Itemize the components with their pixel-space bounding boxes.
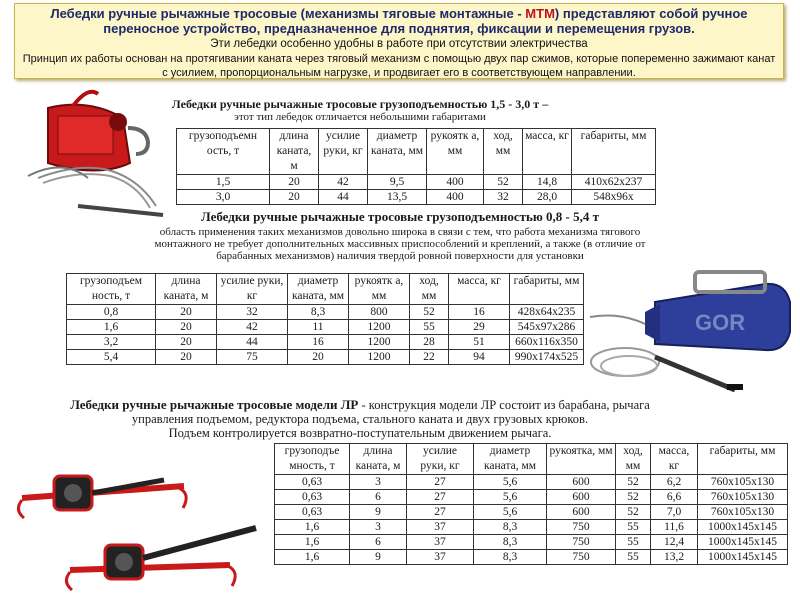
table-cell: 750 <box>547 550 616 565</box>
section2-table <box>66 273 584 365</box>
banner-title-highlight: МТМ <box>525 6 555 21</box>
table-cell: 52 <box>616 490 651 505</box>
table-header: габариты, мм <box>510 274 584 305</box>
table-cell: 5,4 <box>67 350 156 365</box>
table-cell: 410х62х237 <box>572 175 656 190</box>
table-row <box>67 320 584 335</box>
banner-title-text: Лебедки ручные рычажные тросовые (механизмы тяговые монтажные - <box>50 6 526 21</box>
table-cell: 20 <box>288 350 349 365</box>
table-cell: 5,6 <box>474 490 547 505</box>
section1-caption-line2: этот тип лебедок отличается небольшими габаритами <box>234 111 486 123</box>
table-cell: 3 <box>350 520 407 535</box>
section3-table <box>274 443 788 565</box>
table-cell: 6 <box>350 490 407 505</box>
table-cell: 0,63 <box>275 475 350 490</box>
red-lr-hoist-image-1 <box>14 458 194 528</box>
table-cell: 27 <box>407 490 474 505</box>
table-cell: 27 <box>407 505 474 520</box>
table-cell: 32 <box>217 305 288 320</box>
table-header: рукоятк а, мм <box>427 129 484 175</box>
table-header: диаметр каната, мм <box>288 274 349 305</box>
table-row <box>275 520 788 535</box>
table-cell: 55 <box>410 320 449 335</box>
table-cell: 16 <box>288 335 349 350</box>
table-header: усилие руки, кг <box>217 274 288 305</box>
banner-title-text-end: ) представляют собой ручное переносное устройство, предназначенное для поднятия, фиксации и перемещения грузов. <box>103 6 748 36</box>
table-cell: 9 <box>350 505 407 520</box>
table-cell: 7,0 <box>651 505 698 520</box>
table-cell: 6,6 <box>651 490 698 505</box>
table-cell: 11,6 <box>651 520 698 535</box>
table-cell: 0,8 <box>67 305 156 320</box>
table-cell: 42 <box>319 175 368 190</box>
table-cell: 1,6 <box>275 550 350 565</box>
table-row <box>275 535 788 550</box>
section3-caption-desc: - конструкция модели ЛР состоит из барабана, рычага управления подъемом, редуктора подъема, стального каната и двух грузовых крюков. <box>131 398 650 426</box>
table-cell: 52 <box>616 505 651 520</box>
table-cell: 8,3 <box>474 520 547 535</box>
table-cell: 1,6 <box>67 320 156 335</box>
table-row <box>275 550 788 565</box>
table-cell: 1200 <box>349 335 410 350</box>
table-cell: 5,6 <box>474 505 547 520</box>
table-cell: 1000х145х145 <box>698 535 788 550</box>
table-header: длина каната, м <box>270 129 319 175</box>
table-cell: 1000х145х145 <box>698 550 788 565</box>
table-header: диаметр каната, мм <box>474 444 547 475</box>
section3-caption-line3: Подъем контролируется возвратно-поступательным движением рычага. <box>168 426 552 440</box>
table-cell: 51 <box>449 335 510 350</box>
table-header: масса, кг <box>651 444 698 475</box>
table-header: габариты, мм <box>572 129 656 175</box>
table-cell: 75 <box>217 350 288 365</box>
table-cell: 52 <box>616 475 651 490</box>
blue-hoist-image <box>585 262 795 392</box>
table-cell: 548х96х <box>572 190 656 205</box>
table-cell: 20 <box>270 190 319 205</box>
table-cell: 20 <box>156 305 217 320</box>
table-cell: 28,0 <box>523 190 572 205</box>
table-cell: 94 <box>449 350 510 365</box>
section1-caption <box>160 97 560 123</box>
table-row <box>177 175 656 190</box>
table-cell: 600 <box>547 490 616 505</box>
table-cell: 55 <box>616 550 651 565</box>
table-cell: 750 <box>547 535 616 550</box>
table-row <box>275 505 788 520</box>
table-row <box>177 190 656 205</box>
table-cell: 32 <box>484 190 523 205</box>
table-cell: 20 <box>270 175 319 190</box>
header-banner <box>14 3 784 79</box>
table-cell: 8,3 <box>474 550 547 565</box>
red-lr-hoist-image-2 <box>60 520 260 595</box>
table-cell: 55 <box>616 520 651 535</box>
table-header: рукоятка, мм <box>547 444 616 475</box>
table-header: масса, кг <box>523 129 572 175</box>
table-cell: 37 <box>407 520 474 535</box>
table-cell: 5,6 <box>474 475 547 490</box>
table-cell: 1,6 <box>275 520 350 535</box>
table-cell: 0,63 <box>275 505 350 520</box>
table-row <box>67 305 584 320</box>
table-cell: 27 <box>407 475 474 490</box>
section2-caption: Лебедки ручные рычажные тросовые грузоподъемностью 0,8 - 5,4 т <box>200 209 600 224</box>
table-cell: 44 <box>217 335 288 350</box>
table-cell: 16 <box>449 305 510 320</box>
table-cell: 20 <box>156 350 217 365</box>
table-cell: 545х97х286 <box>510 320 584 335</box>
table-header: усилие руки, кг <box>407 444 474 475</box>
table-cell: 22 <box>410 350 449 365</box>
table-cell: 3 <box>350 475 407 490</box>
table-header: длина каната, м <box>156 274 217 305</box>
table-cell: 44 <box>319 190 368 205</box>
table-cell: 11 <box>288 320 349 335</box>
table-cell: 13,5 <box>368 190 427 205</box>
table-cell: 13,2 <box>651 550 698 565</box>
table-cell: 0,63 <box>275 490 350 505</box>
table-row <box>275 475 788 490</box>
table-cell: 9,5 <box>368 175 427 190</box>
table-cell: 52 <box>410 305 449 320</box>
table-header: длина каната, м <box>350 444 407 475</box>
table-header: ход, мм <box>616 444 651 475</box>
table-header: рукоятк а, мм <box>349 274 410 305</box>
table-cell: 8,3 <box>288 305 349 320</box>
table-header: масса, кг <box>449 274 510 305</box>
table-cell: 29 <box>449 320 510 335</box>
table-cell: 1,6 <box>275 535 350 550</box>
table-cell: 660х116х350 <box>510 335 584 350</box>
table-header: ход, мм <box>484 129 523 175</box>
table-cell: 14,8 <box>523 175 572 190</box>
table-cell: 20 <box>156 320 217 335</box>
watermark-text: GOR <box>695 310 746 335</box>
table-header: грузоподъе мность, т <box>275 444 350 475</box>
table-cell: 3,2 <box>67 335 156 350</box>
table-row <box>67 335 584 350</box>
table-cell: 1200 <box>349 350 410 365</box>
table-cell: 20 <box>156 335 217 350</box>
section3-caption-title: Лебедки ручные рычажные тросовые модели ЛР <box>70 397 359 412</box>
table-cell: 1,5 <box>177 175 270 190</box>
table-cell: 3,0 <box>177 190 270 205</box>
table-cell: 800 <box>349 305 410 320</box>
table-header: усилие руки, кг <box>319 129 368 175</box>
table-cell: 760х105х130 <box>698 505 788 520</box>
table-cell: 28 <box>410 335 449 350</box>
table-cell: 52 <box>484 175 523 190</box>
table-cell: 600 <box>547 505 616 520</box>
table-cell: 37 <box>407 535 474 550</box>
table-cell: 6 <box>350 535 407 550</box>
table-cell: 600 <box>547 475 616 490</box>
table-row <box>275 490 788 505</box>
table-cell: 42 <box>217 320 288 335</box>
table-cell: 6,2 <box>651 475 698 490</box>
section2-note: область применения таких механизмов довольно широка в связи с тем, что работа механизма тягового монтажного не требует дополнительных массивных приспособлений и креплений, а также (в отличие от барабанных механизмов) наличия твердой ровной поверхности для установки <box>154 226 646 262</box>
table-cell: 37 <box>407 550 474 565</box>
banner-subtitle: Эти лебедки особенно удобны в работе при отсутствии электричества <box>210 38 588 50</box>
section2-caption-block <box>140 210 660 262</box>
table-cell: 400 <box>427 190 484 205</box>
table-cell: 750 <box>547 520 616 535</box>
table-cell: 760х105х130 <box>698 475 788 490</box>
table-row <box>67 350 584 365</box>
section1-table <box>176 128 656 205</box>
table-cell: 12,4 <box>651 535 698 550</box>
table-header: грузоподъем ность, т <box>67 274 156 305</box>
table-cell: 1200 <box>349 320 410 335</box>
banner-principle: Принцип их работы основан на протягивании каната через тяговый механизм с помощью двух пар сжимов, которые попеременно зажимают канат с усилием, пропорциональным нагрузке, и продвигает его в соответствующем направлении. <box>22 53 776 79</box>
table-cell: 760х105х130 <box>698 490 788 505</box>
table-cell: 9 <box>350 550 407 565</box>
red-hoist-image <box>18 88 168 218</box>
table-cell: 1000х145х145 <box>698 520 788 535</box>
table-header: ход, мм <box>410 274 449 305</box>
table-header: диаметр каната, мм <box>368 129 427 175</box>
table-cell: 428х64х235 <box>510 305 584 320</box>
table-header: грузоподъемн ость, т <box>177 129 270 175</box>
section3-caption-block <box>40 398 680 440</box>
banner-title <box>21 6 777 36</box>
table-cell: 55 <box>616 535 651 550</box>
table-cell: 990х174х525 <box>510 350 584 365</box>
table-cell: 400 <box>427 175 484 190</box>
table-header: габариты, мм <box>698 444 788 475</box>
section1-caption-line1: Лебедки ручные рычажные тросовые грузоподъемностью 1,5 - 3,0 т – <box>171 97 549 111</box>
table-cell: 8,3 <box>474 535 547 550</box>
